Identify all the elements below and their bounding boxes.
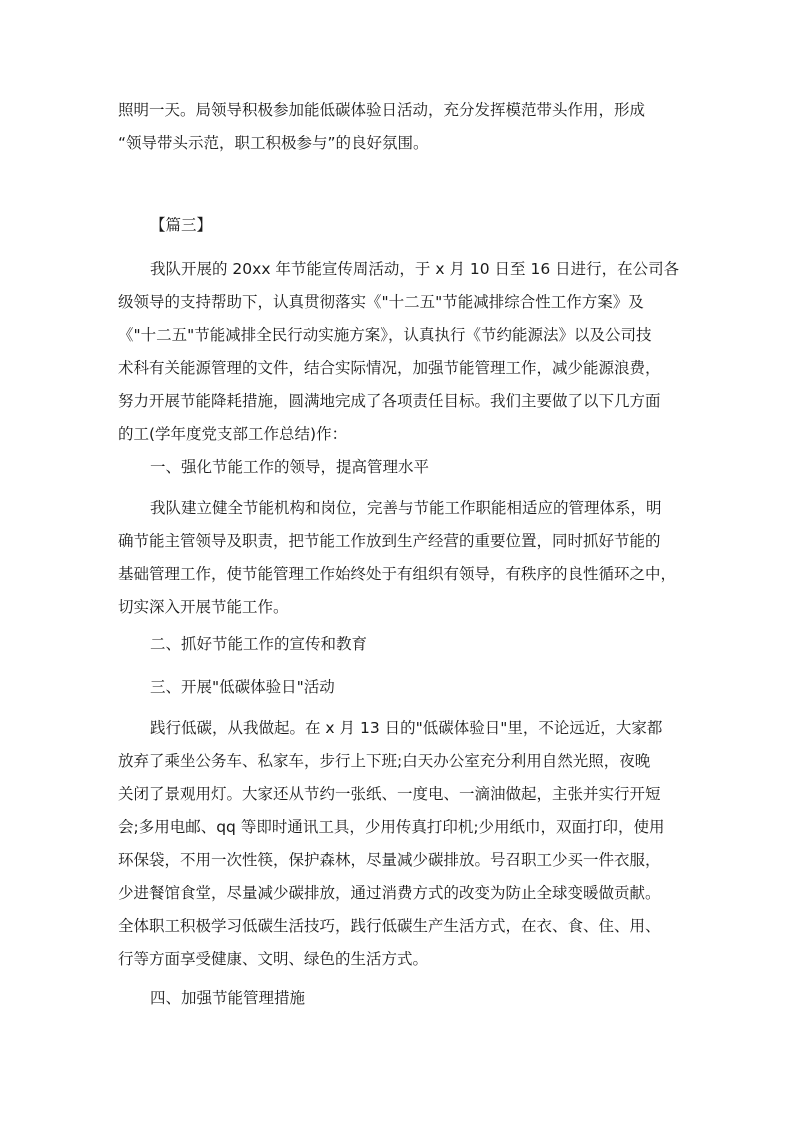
heading-4: 四、加强节能管理措施 (150, 989, 306, 1007)
paragraph-2-line-4: 切实深入开展节能工作。 (118, 598, 289, 616)
paragraph-3-line-3: 关闭了景观用灯。大家还从节约一张纸、一度电、一滴油做起，主张并实行开短 (118, 785, 661, 803)
intro-line-1: 照明一天。局领导积极参加能低碳体验日活动，充分发挥模范带头作用，形成 (118, 101, 646, 119)
paragraph-3-line-1: 践行低碳，从我做起。在 x 月 13 日的"低碳体验日"里，不论远近，大家都 (150, 719, 663, 737)
paragraph-3-line-6: 少进餐馆食堂，尽量减少碳排放，通过消费方式的改变为防止全球变暖做贡献。 (118, 884, 661, 902)
paragraph-2-line-1: 我队建立健全节能机构和岗位，完善与节能工作职能相适应的管理体系，明 (150, 499, 662, 517)
paragraph-3-line-2: 放弃了乘坐公务车、私家车，步行上下班;白天办公室充分利用自然光照，夜晚 (118, 752, 651, 770)
heading-1: 一、强化节能工作的领导，提高管理水平 (150, 458, 430, 476)
paragraph-1-line-5: 努力开展节能降耗措施，圆满地完成了各项责任目标。我们主要做了以下几方面 (118, 392, 661, 410)
paragraph-3-line-5: 环保袋，不用一次性筷，保护森林，尽量减少碳排放。号召职工少买一件衣服， (118, 851, 661, 869)
paragraph-1-line-4: 术科有关能源管理的文件，结合实际情况，加强节能管理工作，减少能源浪费， (118, 359, 661, 377)
paragraph-3-line-8: 行等方面享受健康、文明、绿色的生活方式。 (118, 950, 429, 968)
heading-2: 二、抓好节能工作的宣传和教育 (150, 635, 368, 653)
paragraph-2-line-2: 确节能主管领导及职责，把节能工作放到生产经营的重要位置，同时抓好节能的 (118, 532, 661, 550)
intro-line-2: “领导带头示范，职工积极参与”的良好氛围。 (118, 134, 429, 152)
paragraph-3-line-4: 会;多用电邮、qq 等即时通讯工具，少用传真打印机;少用纸巾，双面打印，使用 (118, 818, 665, 836)
paragraph-1-line-6: 的工(学年度党支部工作总结)作： (118, 425, 348, 443)
heading-3: 三、开展"低碳体验日"活动 (150, 678, 335, 696)
paragraph-1-line-2: 级领导的支持帮助下，认真贯彻落实《"十二五"节能减排综合性工作方案》及 (118, 293, 644, 311)
section-tag: 【篇三】 (150, 216, 213, 234)
paragraph-1-line-1: 我队开展的 20xx 年节能宣传周活动，于 x 月 10 日至 16 日进行，在公司各 (150, 260, 680, 278)
paragraph-1-line-3: 《"十二五"节能减排全民行动实施方案》，认真执行《节约能源法》以及公司技 (118, 326, 652, 344)
paragraph-3-line-7: 全体职工积极学习低碳生活技巧，践行低碳生产生活方式，在衣、食、住、用、 (118, 917, 661, 935)
paragraph-2-line-3: 基础管理工作，使节能管理工作始终处于有组织有领导，有秩序的良性循环之中， (118, 565, 677, 583)
